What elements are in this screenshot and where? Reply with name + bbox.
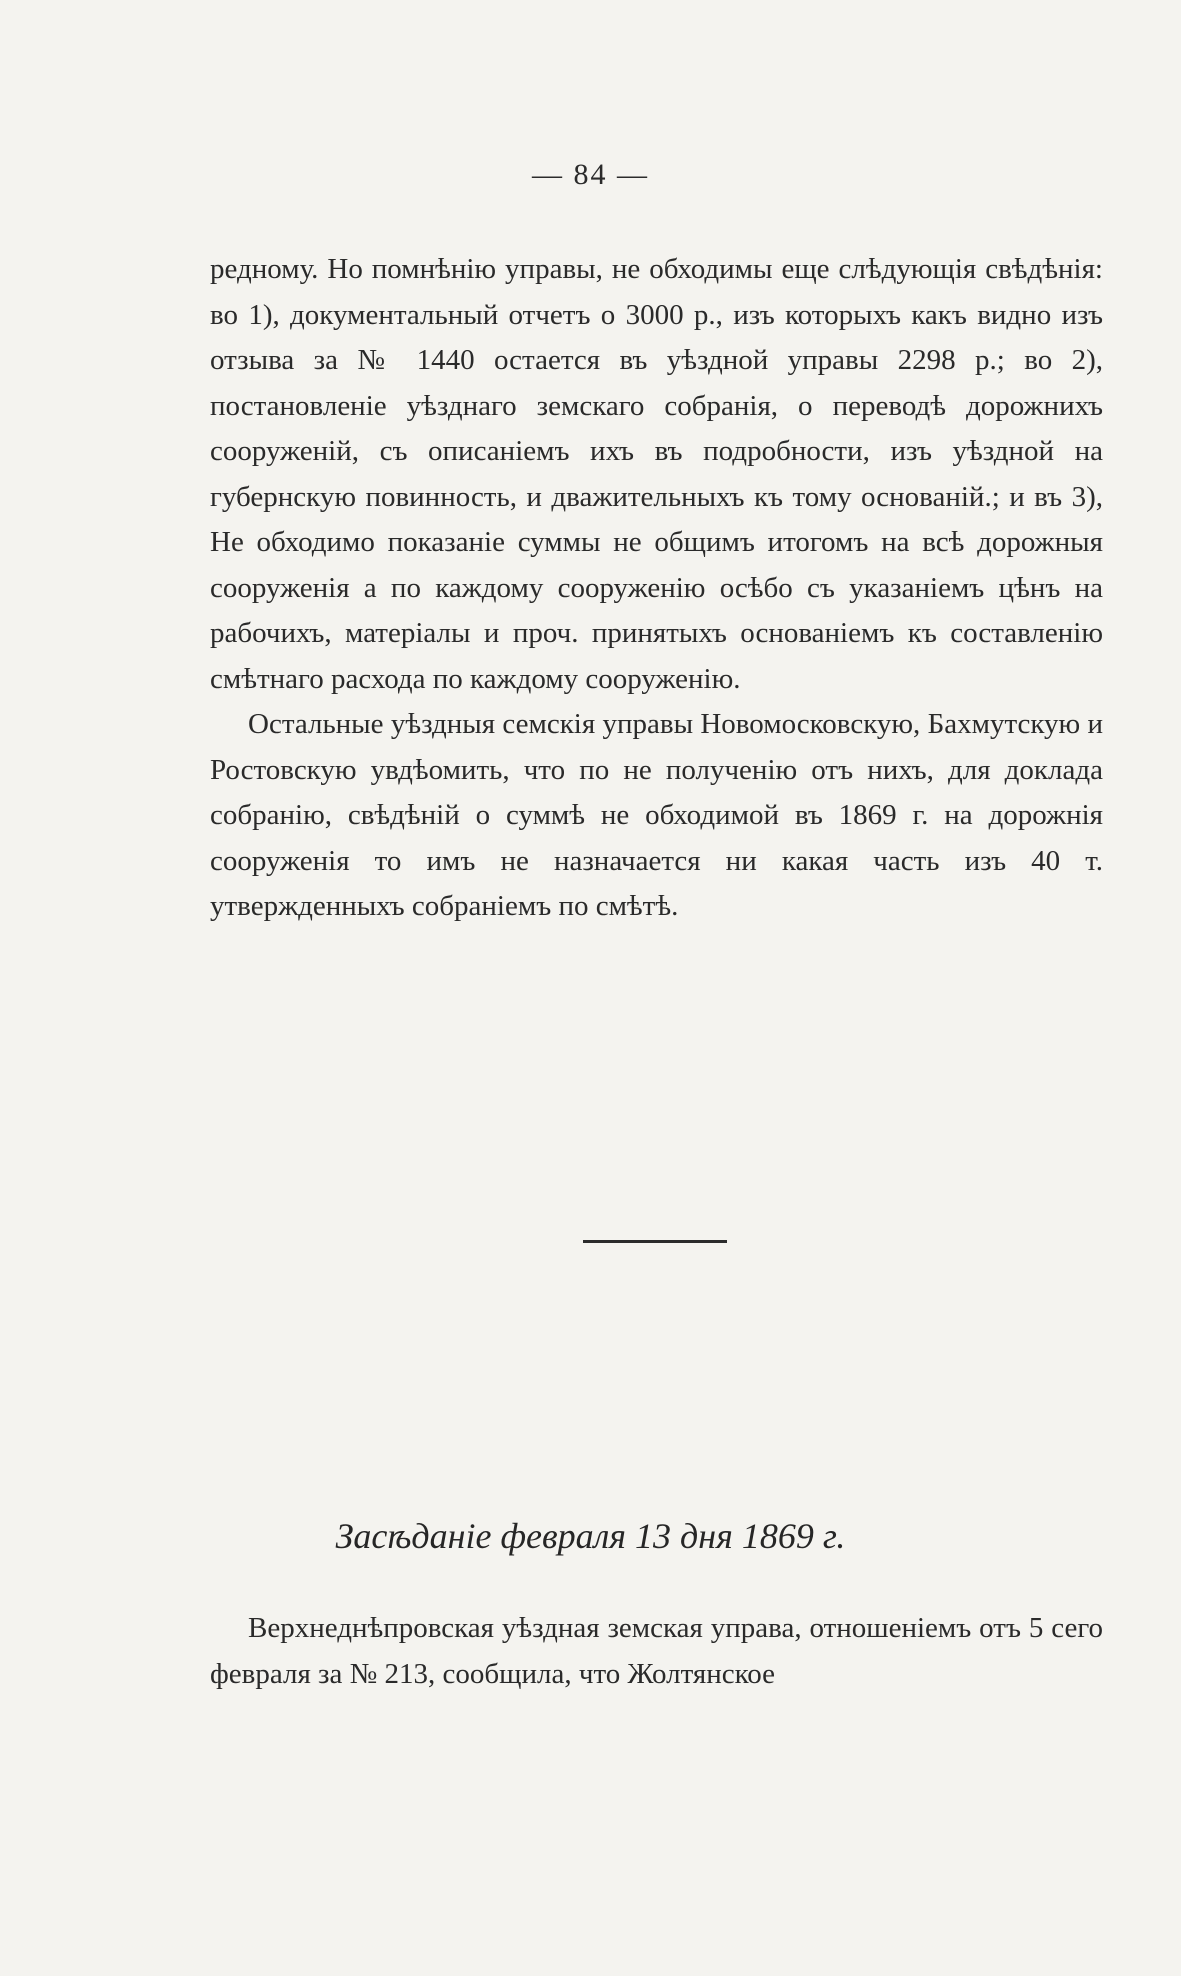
paragraph-1: редному. Но помнѣнію управы, не обходимы еще слѣдующія свѣдѣнія: во 1), документальный отчетъ о 3000 р., изъ которыхъ какъ видно изъ отзыва за № 1440 остается въ уѣздной управы 2298 р.; во 2), постановленіе уѣзднаго земскаго собранія, о переводѣ дорожнихъ сооруженій, съ описаніемъ ихъ въ подробности, изъ уѣздной на губернскую повинность, и дважительныхъ къ тому основаній.; и въ 3), Не обходимо показаніе суммы не общимъ итогомъ на всѣ дорожныя сооруженія а по каждому сооруженію осѣбо съ указаніемъ цѣнъ на рабочихъ, матеріалы и проч. принятыхъ основаніемъ къ составленію смѣтнаго расхода по каждому сооруженію.: [210, 253, 1103, 695]
paragraph-2: Остальные уѣздныя семскія управы Новомосковскую, Бахмутскую и Ростовскую увдѣомить, что по не полученію отъ нихъ, для доклада собранію, свѣдѣній о суммѣ не обходимой въ 1869 г. на дорожнія сооруженія то имъ не назначается ни какая часть изъ 40 т. утвержденныхъ собраніемъ по смѣтѣ.: [210, 708, 1103, 922]
section-heading: Засѣданіе февраля 13 дня 1869 г.: [335, 1516, 846, 1556]
top-text-block: [210, 247, 1103, 930]
section-divider: [583, 1240, 727, 1243]
bottom-text-block: [210, 1606, 1103, 1697]
page-number: — 84 —: [532, 158, 649, 191]
paragraph-3: Верхнеднѣпровская уѣздная земская управа, отношеніемъ отъ 5 сего февраля за № 213, сообщила, что Жолтянское: [210, 1612, 1103, 1690]
